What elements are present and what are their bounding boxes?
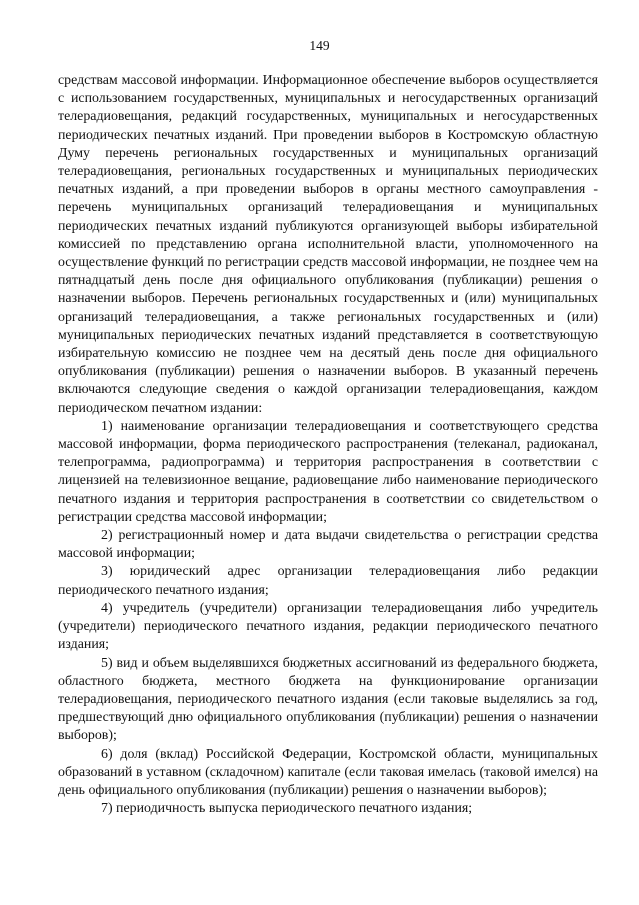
list-item-6: 6) доля (вклад) Российской Федерации, Костромской области, муниципальных образований в уставном (складочном) капитале (если таковая имелась (таковой имелся) на день официального опубликования (публикации) решения о назначении выборов);: [58, 746, 598, 798]
list-item-1: 1) наименование организации телерадиовещания и соответствующего средства массовой информации, форма периодического распространения (телеканал, радиоканал, телепрограмма, радиопрограмма) и территория распространения в соответствии с лицензией на телевизионное вещание, радиовещание либо наименование периодического печатного издания и территория распространения в соответствии со свидетельством о регистрации средства массовой информации;: [58, 418, 598, 525]
document-body: [58, 72, 598, 818]
list-item-5: 5) вид и объем выделявшихся бюджетных ассигнований из федерального бюджета, областного бюджета, местного бюджета на функционирование организации телерадиовещания, периодического печатного издания (если таковые выделялись за год, предшествующий дню официального опубликования (публикации) решения о назначении выборов);: [58, 655, 598, 744]
list-item-4: 4) учредитель (учредители) организации телерадиовещания либо учредитель (учредители) периодического печатного издания, редакции периодического печатного издания;: [58, 600, 598, 653]
paragraph-intro-continuation: средствам массовой информации. Информационное обеспечение выборов осуществляется с использованием государственных, муниципальных и негосударственных организаций телерадиовещания, редакций государственных, муниципальных и негосударственных периодических печатных изданий. При проведении выборов в Костромскую областную Думу перечень региональных государственных и муниципальных организаций телерадиовещания, региональных государственных и муниципальных периодических печатных изданий, а при проведении выборов в органы местного самоуправления - перечень муниципальных организаций телерадиовещания и муниципальных периодических печатных изданий публикуются организующей выборы избирательной комиссией по представлению органа исполнительной власти, уполномоченного на осуществление функций по регистрации средств массовой информации, не позднее чем на пятнадцатый день после дня официального опубликования (публикации) решения о назначении выборов. Перечень региональных государственных и (или) муниципальных организаций телерадиовещания, а также региональных государственных и (или) муниципальных периодических печатных изданий представляется в соответствующую избирательную комиссию не позднее чем на десятый день после дня официального опубликования (публикации) решения о назначении выборов. В указанный перечень включаются следующие сведения о каждой организации телерадиовещания, каждом периодическом печатном издании:: [58, 73, 598, 416]
list-item-3: 3) юридический адрес организации телерадиовещания либо редакции периодического печатного издания;: [58, 564, 598, 598]
list-item-2: 2) регистрационный номер и дата выдачи свидетельства о регистрации средства массовой информации;: [58, 528, 598, 562]
list-item-7: 7) периодичность выпуска периодического печатного издания;: [101, 801, 473, 817]
page-number: 149: [309, 38, 330, 53]
